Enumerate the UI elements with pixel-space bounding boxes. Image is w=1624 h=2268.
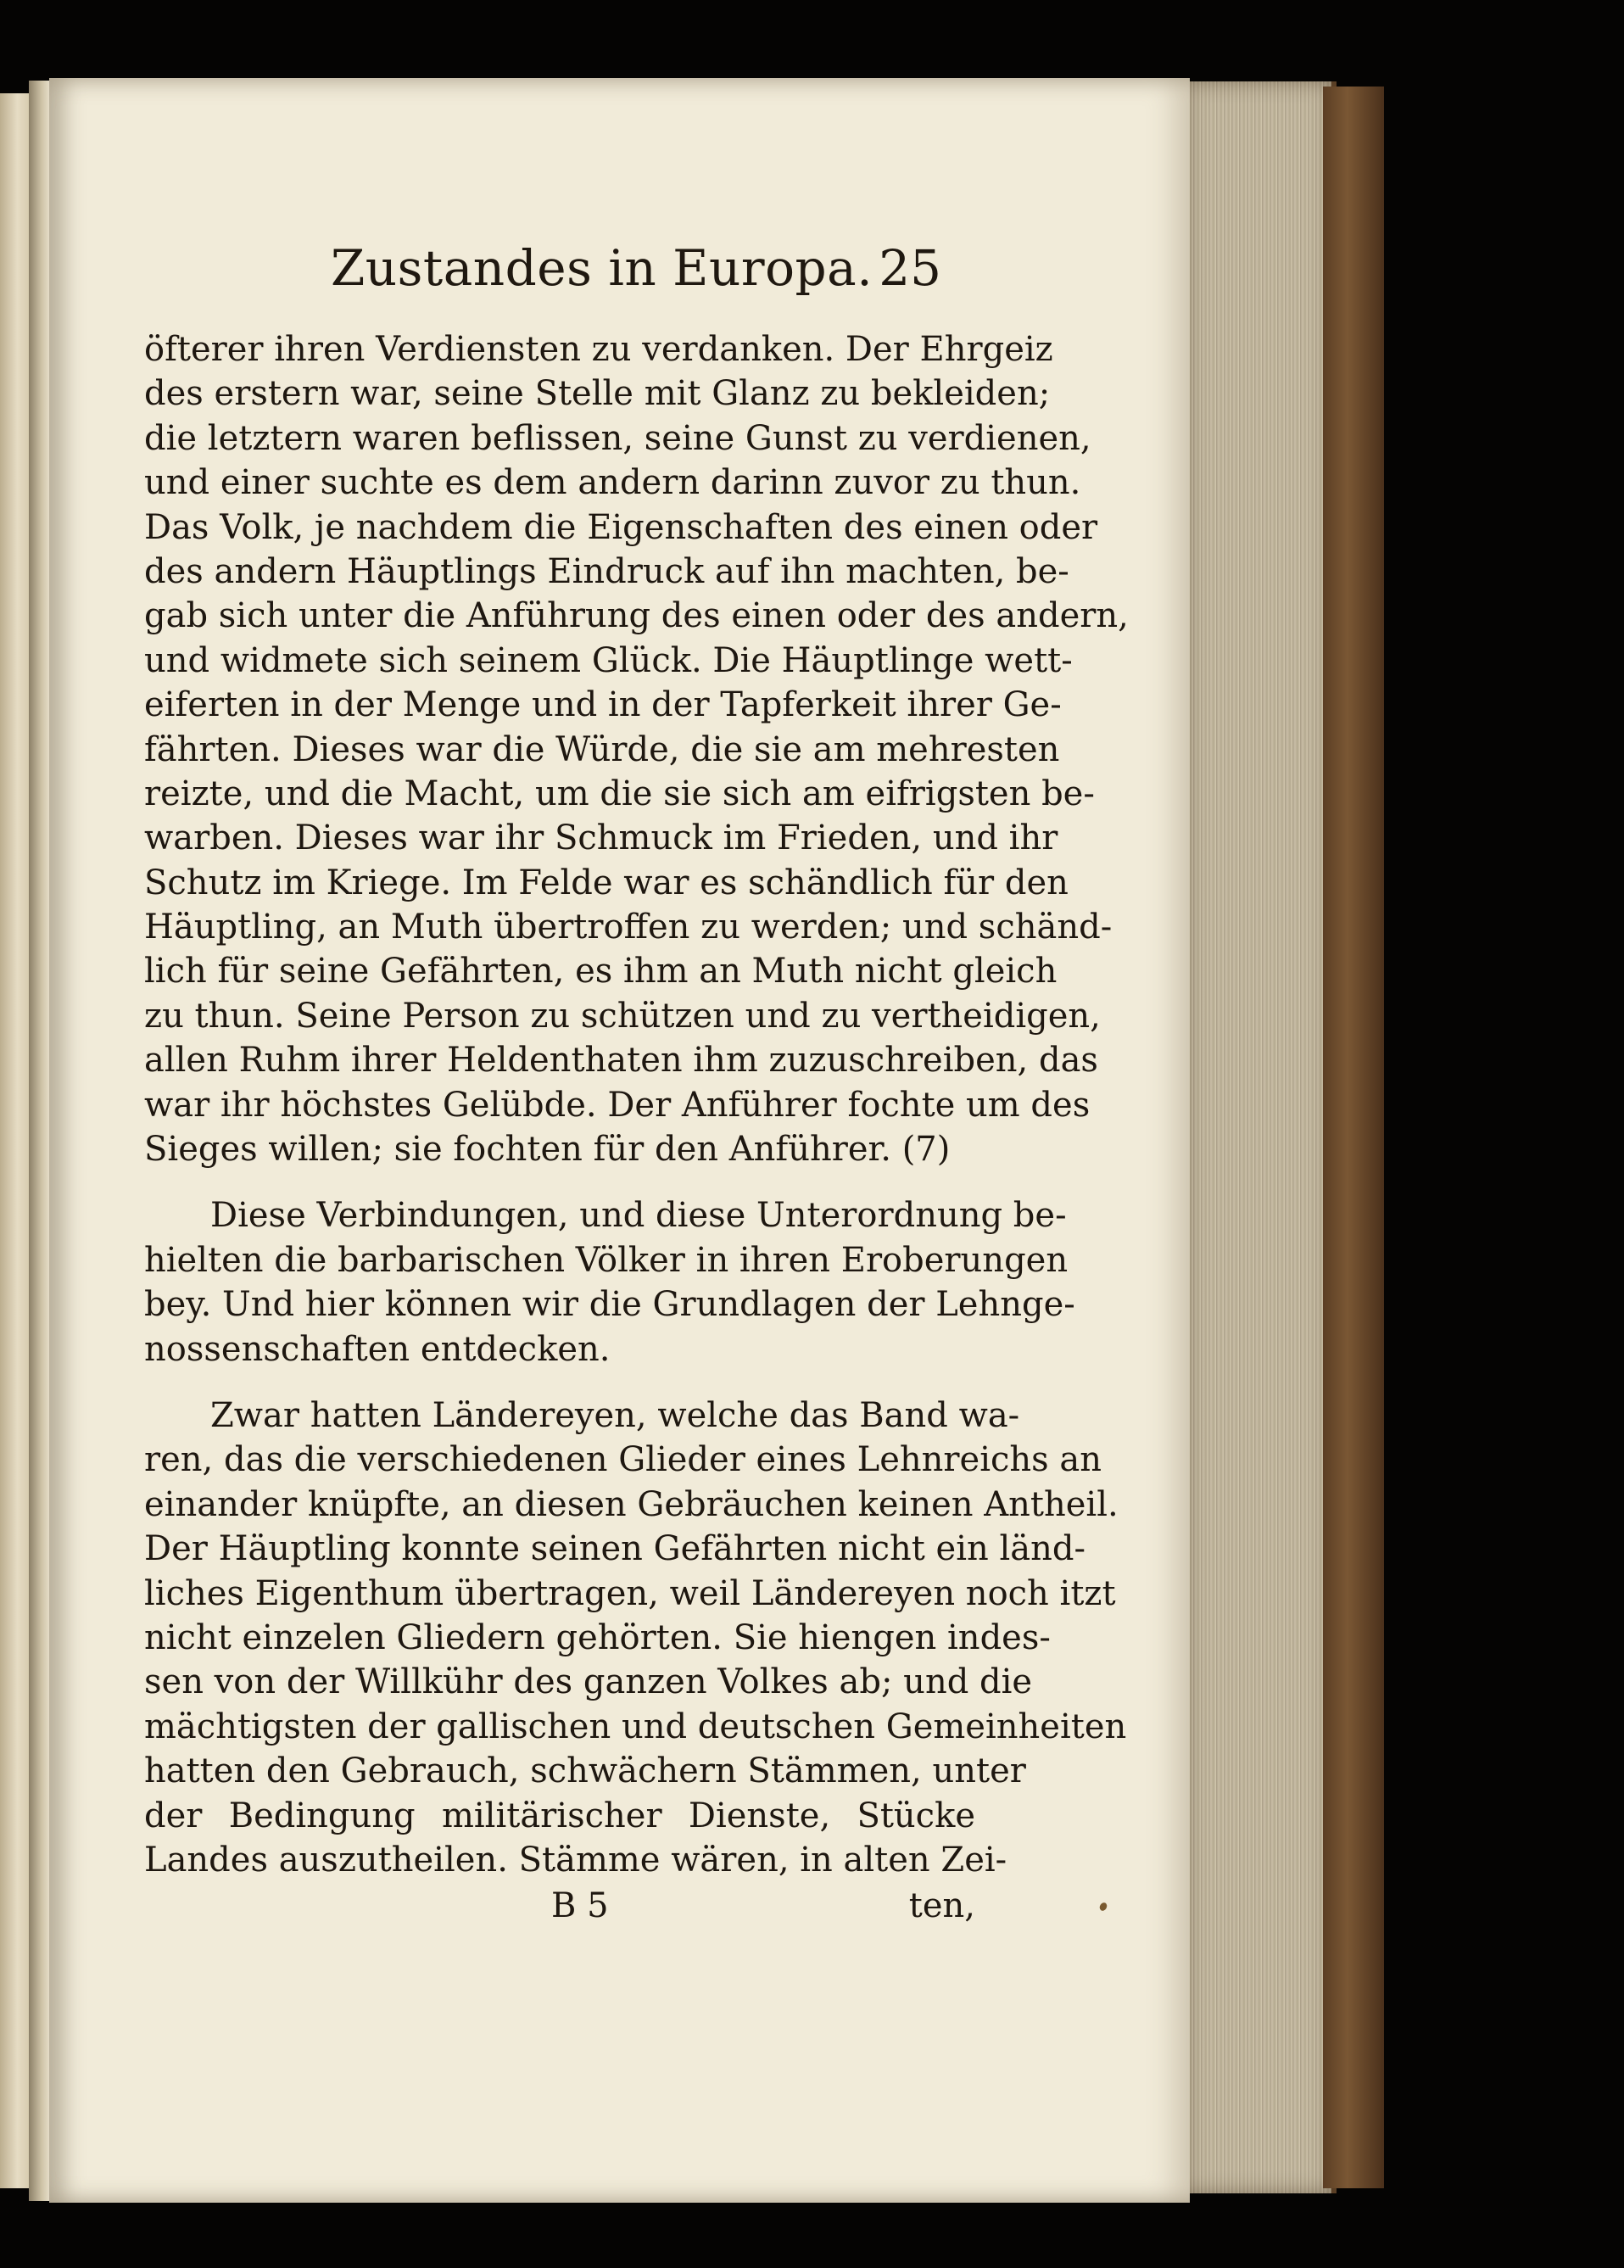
signature-mark: B 5 xyxy=(551,1886,609,1925)
text-line: lich für seine Gefährten, es ihm an Muth nicht gleich xyxy=(144,952,1058,992)
text-line: fährten. Dieses war die Würde, die sie am mehresten xyxy=(144,729,1060,769)
text-line: Sieges willen; sie fochten für den Anführer. (7) xyxy=(144,1130,951,1170)
text-line: Häuptling, an Muth übertroffen zu werden; und schänd- xyxy=(144,908,1113,947)
running-title: Zustandes in Europa. xyxy=(331,239,873,297)
text-line: sen von der Willkühr des ganzen Volkes ab; und die xyxy=(144,1662,1033,1702)
text-line: Zwar hatten Ländereyen, welche das Band wa- xyxy=(210,1395,1020,1435)
text-line: die letztern waren beflissen, seine Gunst zu verdienen, xyxy=(144,418,1091,458)
body-text xyxy=(144,327,1129,1904)
text-line: gab sich unter die Anführung des einen oder des andern, xyxy=(144,596,1129,636)
text-line: Landes auszutheilen. Stämme wären, in alten Zei- xyxy=(144,1840,1007,1880)
text-line: liches Eigenthum übertragen, weil Ländereyen noch itzt xyxy=(144,1573,1116,1613)
text-line: hatten den Gebrauch, schwächern Stämmen, unter xyxy=(144,1751,1026,1791)
paragraph xyxy=(144,1193,1075,1371)
page-number: 25 xyxy=(879,239,941,297)
text-line: ren, das die verschiedenen Glieder eines Lehnreichs an xyxy=(144,1440,1102,1480)
page-footer xyxy=(144,1886,975,1937)
text-line: war ihr höchstes Gelübde. Der Anführer fochte um des xyxy=(144,1085,1091,1125)
text-line: reizte, und die Macht, um die sie sich am eifrigsten be- xyxy=(144,774,1095,813)
text-line: Das Volk, je nachdem die Eigenschaften des einen oder xyxy=(144,507,1098,547)
text-line: des andern Häuptlings Eindruck auf ihn machten, be- xyxy=(144,551,1069,591)
text-line: eiferten in der Menge und in der Tapferkeit ihrer Ge- xyxy=(144,685,1062,725)
text-line: des erstern war, seine Stelle mit Glanz zu bekleiden; xyxy=(144,374,1051,414)
text-line: mächtigsten der gallischen und deutschen Gemeinheiten xyxy=(144,1707,1127,1746)
text-line: warben. Dieses war ihr Schmuck im Frieden, und ihr xyxy=(144,818,1058,858)
text-line: zu thun. Seine Person zu schützen und zu vertheidigen, xyxy=(144,996,1101,1036)
paragraph xyxy=(144,1394,1127,1882)
paragraph xyxy=(144,327,1129,1171)
catchword: ten, xyxy=(908,1886,975,1925)
text-line: Der Häuptling konnte seinen Gefährten nicht ein länd- xyxy=(144,1529,1085,1569)
text-line: allen Ruhm ihrer Heldenthaten ihm zuzuschreiben, das xyxy=(144,1041,1098,1081)
text-line: Schutz im Kriege. Im Felde war es schändlich für den xyxy=(144,863,1069,902)
text-line: nicht einzelen Gliedern gehörten. Sie hiengen indes- xyxy=(144,1617,1051,1657)
left-page-edge xyxy=(0,93,29,2188)
text-line: und widmete sich seinem Glück. Die Häuptlinge wett- xyxy=(144,640,1073,680)
text-line: und einer suchte es dem andern darinn zuvor zu thun. xyxy=(144,463,1081,503)
text-line: hielten die barbarischen Völker in ihren Eroberungen xyxy=(144,1240,1069,1280)
book-cover-edge xyxy=(1323,87,1384,2188)
text-line: bey. Und hier können wir die Grundlagen der Lehnge- xyxy=(144,1285,1075,1325)
text-line: der Bedingung militärischer Dienste, Stücke xyxy=(144,1796,975,1835)
text-line: Diese Verbindungen, und diese Unterordnung be- xyxy=(210,1196,1067,1236)
page-block-edge xyxy=(1186,81,1337,2193)
text-line: einander knüpfte, an diesen Gebräuchen keinen Antheil. xyxy=(144,1484,1119,1524)
page-header xyxy=(331,239,941,307)
text-line: nossenschaften entdecken. xyxy=(144,1329,611,1369)
text-line: öfterer ihren Verdiensten zu verdanken. Der Ehrgeiz xyxy=(144,330,1053,369)
